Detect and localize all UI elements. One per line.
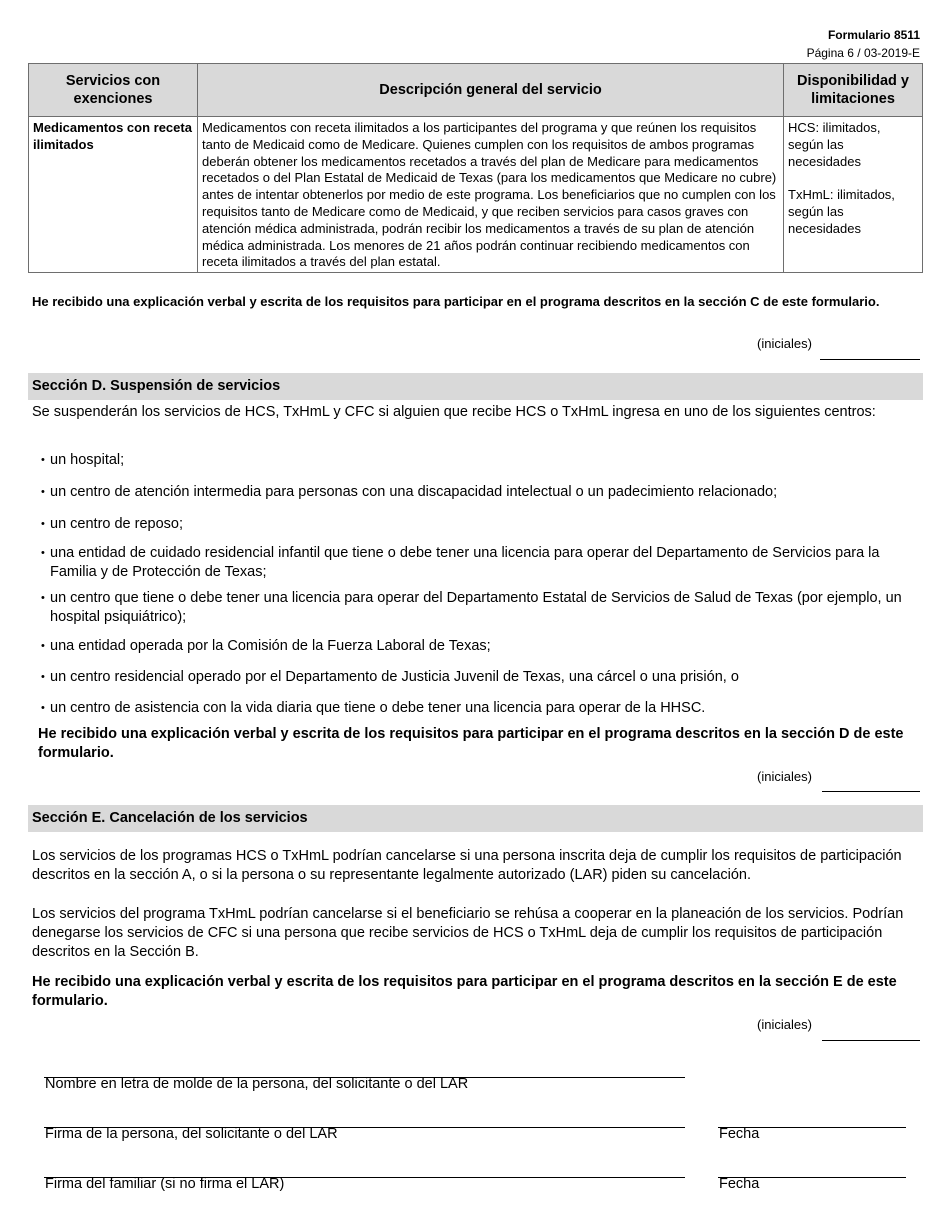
section-c-initials-field[interactable] <box>820 358 920 360</box>
list-item: • un hospital; <box>41 452 125 468</box>
section-d-acknowledgement: He recibido una explicación verbal y escrita de los requisitos para participar en el programa descritos en la sección D de este formulario. <box>38 726 904 761</box>
section-d-header: Sección D. Suspensión de servicios <box>28 373 923 400</box>
list-item: • un centro de asistencia con la vida diaria que tiene o debe tener una licencia para operar de la HHSC. <box>41 700 706 716</box>
service-availability-cell <box>784 117 923 273</box>
column-header-services: Servicios con exenciones <box>29 64 198 117</box>
date-label-2: Fecha <box>719 1176 760 1192</box>
service-name-cell: Medicamentos con receta ilimitados <box>29 117 198 273</box>
list-item: • un centro de atención intermedia para personas con una discapacidad intelectual o un padecimiento relacionado; <box>41 484 778 500</box>
section-d-intro: Se suspenderán los servicios de HCS, TxHmL y CFC si alguien que recibe HCS o TxHmL ingresa en uno de los siguientes centros: <box>32 404 876 420</box>
list-item: • una entidad operada por la Comisión de la Fuerza Laboral de Texas; <box>41 638 491 654</box>
table-header-row <box>29 64 923 117</box>
section-c-acknowledgement: He recibido una explicación verbal y escrita de los requisitos para participar en el programa descritos en la sección C de este formulario. <box>32 294 880 309</box>
column-header-availability: Disponibilidad y limitaciones <box>784 64 923 117</box>
section-e-acknowledgement: He recibido una explicación verbal y escrita de los requisitos para participar en el programa descritos en la sección E de este formulario. <box>32 974 897 1009</box>
section-e-paragraph-1: Los servicios de los programas HCS o TxHmL podrían cancelarse si una persona inscrita deja de cumplir los requisitos de participación descritos en la sección A, o si la persona o su representante legalmente autorizado (LAR) piden su cancelación. <box>32 848 902 883</box>
signature-label: Firma de la persona, del solicitante o del LAR <box>45 1126 338 1142</box>
page-info: Página 6 / 03-2019-E <box>806 46 920 60</box>
print-name-label: Nombre en letra de molde de la persona, del solicitante o del LAR <box>45 1076 469 1092</box>
services-table <box>28 63 923 273</box>
section-e-initials-label: (iniciales) <box>757 1017 812 1032</box>
list-item: • una entidad de cuidado residencial infantil que tiene o debe tener una licencia para operar del Departamento de Servicios para la Familia y de Protección de Texas; <box>41 545 880 580</box>
section-e-initials-field[interactable] <box>822 1039 920 1041</box>
section-c-initials-label: (iniciales) <box>757 336 812 351</box>
date-label-1: Fecha <box>719 1126 760 1142</box>
availability-hcs: HCS: ilimitados, según las necesidades <box>788 120 881 169</box>
family-signature-label: Firma del familiar (si no firma el LAR) <box>45 1176 285 1192</box>
list-item: • un centro que tiene o debe tener una licencia para operar del Departamento Estatal de Servicios de Salud de Texas (por ejemplo, un hospital psiquiátrico); <box>41 590 902 625</box>
section-d-initials-field[interactable] <box>822 790 920 792</box>
column-header-description: Descripción general del servicio <box>198 64 784 117</box>
list-item: • un centro residencial operado por el Departamento de Justicia Juvenil de Texas, una cárcel o una prisión, o <box>41 669 739 685</box>
table-row <box>29 117 923 273</box>
section-e-header: Sección E. Cancelación de los servicios <box>28 805 923 832</box>
list-item: • un centro de reposo; <box>41 516 184 532</box>
form-number: Formulario 8511 <box>827 28 920 42</box>
availability-txhml: TxHmL: ilimitados, según las necesidades <box>788 187 895 236</box>
section-d-initials-label: (iniciales) <box>757 769 812 784</box>
service-description-cell: Medicamentos con receta ilimitados a los participantes del programa y que reúnen los requisitos tanto de Medicaid como de Medicare. Quienes cumplen con los requisitos de ambos programas deberán obtener los medicamentos recetados a través del plan de Medicare para medicamentos recetados o del Plan Estatal de Medicaid de Texas (para los medicamentos que Medicare no cubre) antes de intentar obtenerlos por medio de este programa. Los beneficiarios que no cumplen con los requisitos tanto de Medicare como de Medicaid, y que reciben servicios para casos graves con atención médica administrada, podrán recibir los medicamentos a través de su plan de atención médica administrada. Los menores de 21 años podrán continuar recibiendo medicamentos con receta ilimitados a través del plan estatal. <box>198 117 784 273</box>
section-e-paragraph-2: Los servicios del programa TxHmL podrían cancelarse si el beneficiario se rehúsa a cooperar en la planeación de los servicios. Podrían denegarse los servicios de CFC si una persona que recibe servicios de HCS o TxHmL deja de cumplir los requisitos de participación descritos en la Sección B. <box>32 906 904 960</box>
